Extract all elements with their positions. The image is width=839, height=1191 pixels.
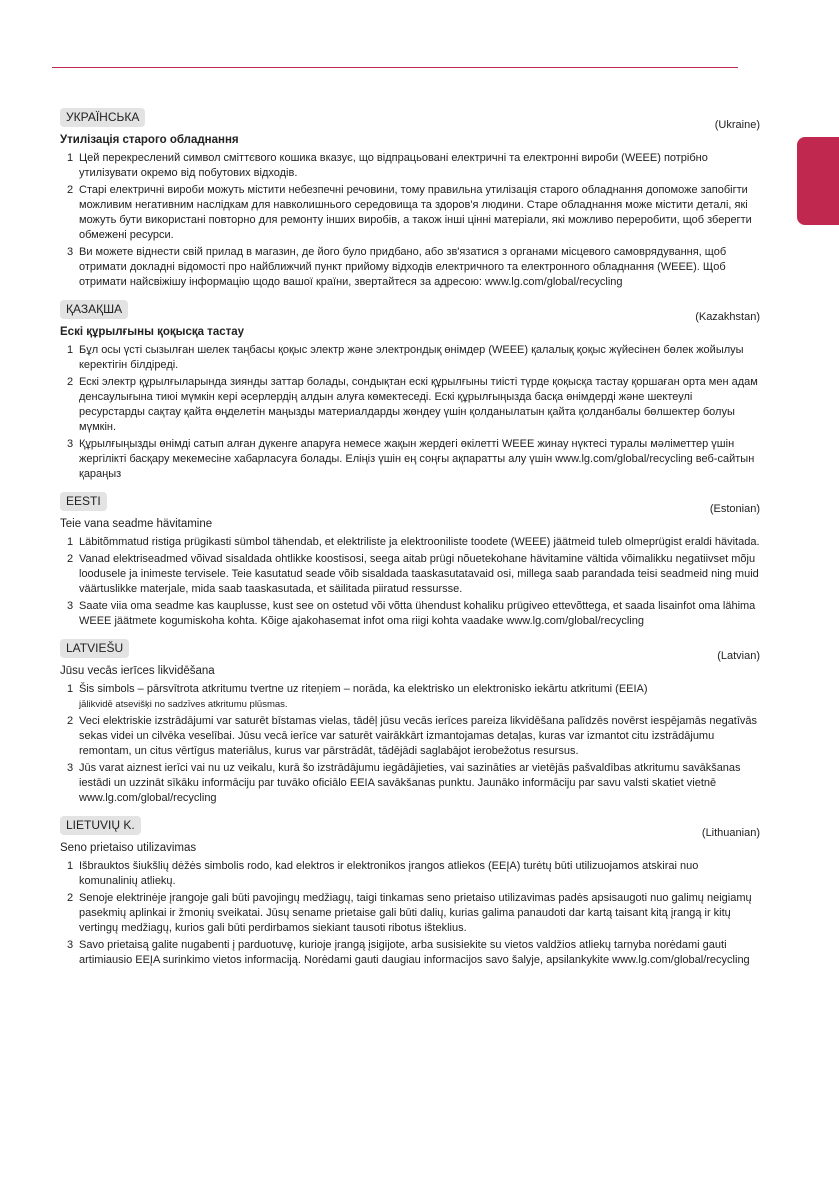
- language-badge: ҚАЗАҚША: [60, 300, 128, 319]
- item-text: Saate viia oma seadme kas kauplusse, kust see on ostetud või võtta ühendust kohaliku prügiveo ettevõttega, et saada lisainfot oma lähima WEEE jäätmete kogumiskoha kohta. Kõige ajakohasemat infot oma riigi kohta vaadake www.lg.com/global/recycling: [79, 600, 756, 627]
- language-badge: LIETUVIŲ K.: [60, 816, 141, 835]
- item-number: 1: [67, 536, 74, 548]
- item-text: Құрылғыңызды өнімді сатып алған дүкенге апаруға немесе жақын жердегі өкілетті WEEE жинау нүктесі туралы мәліметтер үшін жергілікті басқару мекемесіне хабарласуға болады. Еліңіз үшін ең соңғы ақпаратты алу үшін www.lg.com/global/recycling веб-сайтын қараңыз: [79, 438, 755, 480]
- item-text: Ескі электр құрылғыларында зиянды заттар болады, сондықтан ескі құрылғыны тиісті түрде қоқысқа тастау қоршаған орта мен адам денсаулығына тиюі мүмкін кері әсерлердің алдын алуға көмектеседі. Ескі құрылғыңызда басқа өнімдерді және шектеулі ресурстарды сақтау қайта өңделетін маңызды материалдарды жөндеу үшін қолданылатын қайта қолданбалы бөлшектер болуы мүмкін.: [79, 376, 758, 433]
- list-item: [60, 552, 760, 597]
- item-text: Šis simbols – pārsvītrota atkritumu tvertne uz riteņiem – norāda, ka elektrisko un elektronisko iekārtu atkritumi (EEIA): [79, 683, 648, 695]
- section-ukrainian: [60, 108, 760, 290]
- item-list: [60, 343, 760, 482]
- country-label: (Lithuanian): [701, 827, 760, 839]
- item-text: Jūs varat aiznest ierīci vai nu uz veikalu, kurā šo izstrādājumu iegādājieties, vai sazināties ar vietējās pašvaldības atkritumu savākšanas iestādi un uzzināt sīkāku informāciju par tuvāko oficiālo EEIA savākšanas punktu. Jaunāko informāciju par savu valsti skatiet vietnē www.lg.com/global/recycling: [79, 762, 741, 804]
- section-header: [60, 639, 760, 662]
- item-number: 1: [67, 152, 74, 164]
- list-item: [60, 891, 760, 936]
- item-number: 2: [67, 715, 74, 727]
- item-text: Цей перекреслений символ сміттєвого кошика вказує, що відпрацьовані електричні та електронні вироби (WEEE) потрібно утилізувати окремо від побутових відходів.: [79, 152, 708, 179]
- section-estonian: [60, 492, 760, 629]
- section-title: Ескі құрылғыны қоқысқа тастау: [60, 326, 245, 338]
- item-number: 3: [67, 939, 74, 951]
- list-item: [60, 761, 760, 806]
- section-lithuanian: [60, 816, 760, 968]
- country-label: (Estonian): [709, 503, 760, 515]
- item-number: 3: [67, 762, 74, 774]
- section-title: Jūsu vecās ierīces likvidēšana: [60, 665, 215, 677]
- item-text: Läbitõmmatud ristiga prügikasti sümbol tähendab, et elektriliste ja elektrooniliste toodete (WEEE) jäätmeid tuleb olmeprügist eraldi hävitada.: [79, 536, 760, 548]
- section-header: [60, 492, 760, 515]
- list-item: [60, 183, 760, 243]
- language-side-tab: [797, 137, 839, 225]
- list-item: [60, 599, 760, 629]
- section-title: Утилізація старого обладнання: [60, 134, 239, 146]
- list-item: [60, 714, 760, 759]
- list-item: [60, 535, 760, 550]
- item-number: 2: [67, 553, 74, 565]
- item-list: [60, 682, 760, 806]
- country-label: (Ukraine): [714, 119, 760, 131]
- item-list: [60, 535, 760, 629]
- item-number: 2: [67, 892, 74, 904]
- list-item: [60, 437, 760, 482]
- section-kazakh: [60, 300, 760, 482]
- item-number: 3: [67, 438, 74, 450]
- list-item: [60, 343, 760, 373]
- item-text: Бұл осы үсті сызылған шелек таңбасы қоқыс электр және электрондық өнімдер (WEEE) қалалық қоқыс жүйесінен бөлек жойылуы керектігін білдіреді.: [79, 344, 744, 371]
- item-number: 1: [67, 860, 74, 872]
- section-title: Teie vana seadme hävitamine: [60, 518, 213, 530]
- item-text: Išbrauktos šiukšlių dėžės simbolis rodo, kad elektros ir elektronikos įrangos atliekos (EEĮA) turėtų būti utilizuojamos atskirai nuo komunalinių atliekų.: [79, 860, 699, 887]
- list-item: [60, 151, 760, 181]
- item-text: Veci elektriskie izstrādājumi var saturēt bīstamas vielas, tādēļ jūsu vecās ierīces pareiza likvidēšana palīdzēs novērst iespējamās negatīvās sekas videi un cilvēka veselībai. Jūsu vecā ierīce var saturēt vairākkārt izmantojamas detaļas, kuras var izmantot citu izstrādājumu remontam, un citus vērtīgus materiālus, kurus var pārstrādāt, tādējādi saglabājot ierobežotus resursus.: [79, 715, 758, 757]
- section-latvian: [60, 639, 760, 806]
- item-number: 3: [67, 600, 74, 612]
- item-text: Старі електричні вироби можуть містити небезпечні речовини, тому правильна утилізація старого обладнання допоможе запобігти можливим негативним наслідкам для навколишнього середовища та здоров'я людини. Старе обладнання може містити деталі, які можуть бути використані повторно для ремонту інших виробів, а також інші цінні матеріали, які можливо переробити, щоб зберегти обмежені ресурси.: [79, 184, 752, 241]
- country-label: (Kazakhstan): [695, 311, 760, 323]
- item-text: Vanad elektriseadmed võivad sisaldada ohtlikke koostisosi, seega aitab prügi nõuetekohane hävitamine vältida võimalikku negatiivset mõju loodusele ja inimeste tervisele. Teie kasutatud seade võib sisaldada taaskasutatavaid osi, millega saab parandada teisi seadmeid ning muid väärtuslikke materjale, mida saab taaskasutada, et säilitada piiratud ressursse.: [79, 553, 759, 595]
- item-number: 1: [67, 344, 74, 356]
- item-text-small: jālikvidē atsevišķi no sadzīves atkritumu plūsmas.: [79, 699, 288, 710]
- item-list: [60, 859, 760, 968]
- list-item: [60, 859, 760, 889]
- section-title: Seno prietaiso utilizavimas: [60, 842, 197, 854]
- item-text: Savo prietaisą galite nugabenti į parduotuvę, kurioje įrangą įsigijote, arba susisiekite su vietos valdžios atliekų tarnyba norėdami gauti artimiausio EEĮA surinkimo vietos informaciją. Norėdami gauti daugiau informacijos savo šalyje, apsilankykite www.lg.com/global/recycling: [79, 939, 750, 966]
- item-number: 3: [67, 246, 74, 258]
- language-badge: LATVIEŠU: [60, 639, 129, 658]
- list-item: [60, 938, 760, 968]
- section-header: [60, 300, 760, 323]
- item-list: [60, 151, 760, 290]
- section-header: [60, 108, 760, 131]
- header-rule: [52, 67, 738, 68]
- item-text: Senoje elektrinėje įrangoje gali būti pavojingų medžiagų, taigi tinkamas seno prietaiso utilizavimas padės apsisaugoti nuo galimų neigiamų pasekmių aplinkai ir žmonių sveikatai. Jūsų sename prietaise gali būti dalių, kurias galima panaudoti dar kartą taisant kitą įrangą ir kitų vertingų medžiagų, kurios gali būti perdirbamos siekiant tausoti ribotus išteklius.: [79, 892, 752, 934]
- country-label: (Latvian): [717, 650, 760, 662]
- list-item: [60, 682, 760, 712]
- item-number: 2: [67, 376, 74, 388]
- item-number: 2: [67, 184, 74, 196]
- section-header: [60, 816, 760, 839]
- item-text: Ви можете віднести свій прилад в магазин, де його було придбано, або зв'язатися з органами місцевого самоврядування, щоб отримати докладні відомості про найближчий пункт прийому відходів електричного та електронного обладнання (WEEE). Щоб отримати найсвіжішу інформацію щодо вашої країни, звертайтеся за адресою: www.lg.com/global/recycling: [79, 246, 727, 288]
- document-body: [60, 108, 760, 978]
- language-badge: УКРАЇНСЬКА: [60, 108, 145, 127]
- language-badge: EESTI: [60, 492, 107, 511]
- item-number: 1: [67, 683, 74, 695]
- list-item: [60, 245, 760, 290]
- list-item: [60, 375, 760, 435]
